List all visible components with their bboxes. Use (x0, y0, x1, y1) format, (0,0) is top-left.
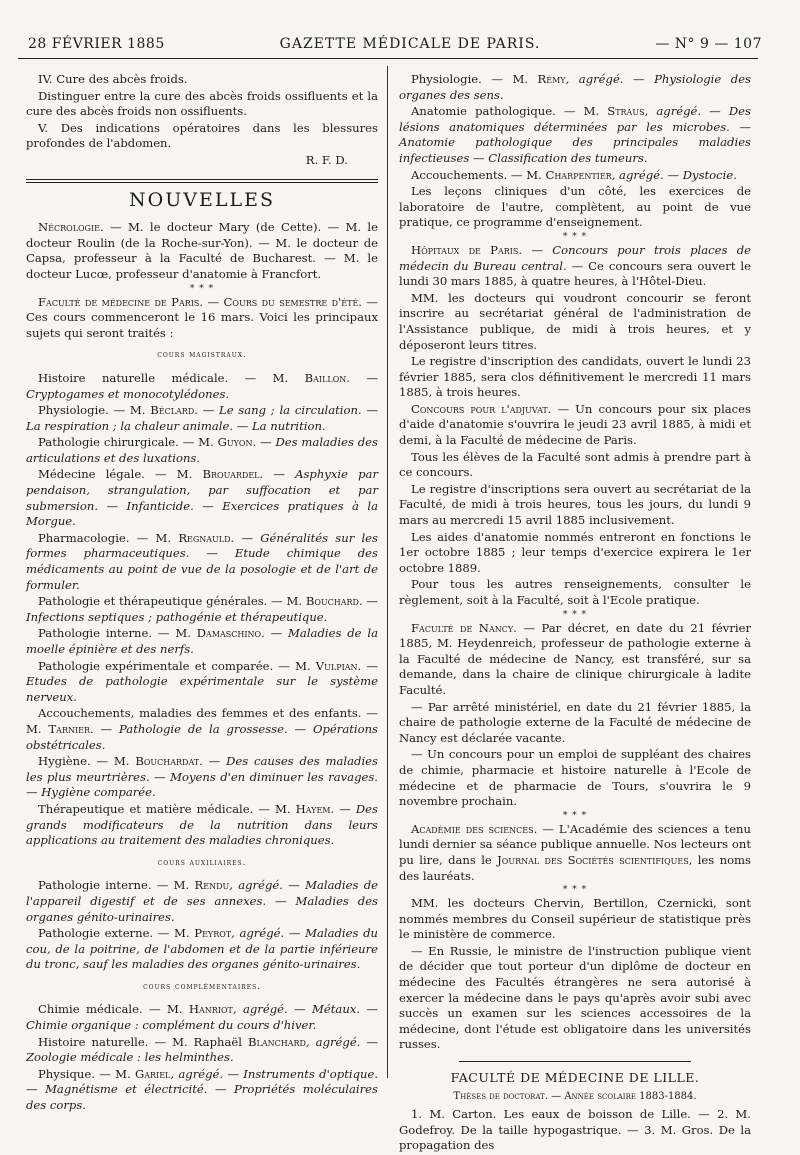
course-subject: Pathologie interne. — M. (38, 878, 195, 893)
course-subject: Histoire naturelle médicale. — M. (38, 370, 305, 385)
header-date: 28 FÉVRIER 1885 (28, 36, 165, 52)
course-topic: , agrégé. — Métaux. — Chimie organique : complément du cours d'hiver. (26, 1002, 378, 1033)
signature: R. F. D. (305, 152, 348, 167)
course-professor: Peyrot (194, 926, 232, 941)
hopitaux-title: — Concours pour trois places de médecin du Bureau central. (399, 242, 751, 273)
faculte-label: Faculté de médecine de Paris. — Cours du semestre d'été. (38, 294, 362, 309)
adjuvat-text: — Un concours pour six places d'aide d'anatomie s'ouvrira le jeudi 23 avril 1885, à midi et demi, à la Faculté de médecine de Paris. (399, 401, 751, 448)
course-entry (26, 594, 378, 625)
course-professor: Straus (607, 104, 645, 119)
course-entry (26, 802, 378, 849)
intro-line: IV. Cure des abcès froids. (38, 72, 188, 86)
statistique-paragraph: MM. les docteurs Chervin, Bertillon, Czernicki, sont nommés membres du Conseil supérieur de statistique près le ministère de commerce. (399, 896, 751, 942)
course-subject: Pharmacologie. — M. (38, 530, 179, 545)
faculte-paragraph (26, 295, 378, 342)
course-entry (26, 926, 378, 973)
course-professor: Bouchard (305, 594, 359, 609)
course-topic: . — Des maladies des articulations et des luxations. (26, 435, 378, 465)
course-entry (399, 104, 751, 166)
course-subject: Accouchements. — M. (411, 167, 546, 182)
cours-magistraux-heading: cours magistraux. (157, 350, 247, 361)
course-entry (26, 1067, 378, 1114)
lille-text: 1. M. Carton. Les eaux de boisson de Lille. — 2. M. Godefroy. De la taille hypogastrique. — 3. M. Gros. De la propagation des (399, 1107, 751, 1153)
course-professor: Tarnier (48, 721, 90, 736)
lille-rule (459, 1061, 691, 1062)
lille-subtitle: Thèses de doctorat. — Année scolaire 1883-1884. (453, 1090, 697, 1102)
course-entry (26, 754, 378, 801)
adjuvat-para: Le registre d'inscriptions sera ouvert au secrétariat de la Faculté, de midi à trois heures, tous les jours, du lundi 9 mars au mercredi 15 avril 1885 inclusivement. (399, 481, 751, 528)
asterism: * * * (562, 231, 588, 242)
course-entry (26, 706, 378, 753)
nancy-para: — Par arrêté ministériel, en date du 21 février 1885, la chaire de pathologie externe de la Faculté de médecine de Nancy est déclarée vacante. (399, 699, 751, 745)
header-page-number: — N° 9 — 107 (655, 36, 762, 52)
course-professor: Blanchard (248, 1034, 306, 1049)
academie-text: — L'Académie des sciences a tenu lundi dernier sa séance publique annuelle. Nos lecteurs ont pu lire, dans le (399, 821, 751, 867)
course-entry (26, 659, 378, 706)
course-professor: Hayem (295, 801, 331, 816)
course-topic: , agrégé. — Maladies de l'appareil digestif et de ses annexes. — Maladies des organes génito-urinaires. (26, 878, 378, 924)
course-professor: Brouardel (202, 467, 260, 482)
academie-journal: Journal des Sociétés scientifiques (497, 852, 689, 867)
course-professor: Regnauld (178, 530, 231, 545)
adjuvat-label: Concours pour l'adjuvat. (411, 401, 552, 416)
course-entry (26, 878, 378, 925)
course-topic: . — Maladies de la moelle épinière et des nerfs. (26, 626, 378, 656)
asterism: * * * (562, 609, 588, 620)
asterism: * * * (562, 810, 588, 821)
course-professor: Hanriot (188, 1002, 233, 1017)
necrologie-label: Nécrologie. (38, 220, 104, 235)
course-topic: . — Etudes de pathologie expérimentale sur le système nerveux. (26, 658, 378, 704)
course-subject: Pathologie interne. — M. (38, 626, 197, 641)
course-topic: , agrégé. — Zoologie médicale : les helminthes. (26, 1034, 378, 1065)
header-journal-title: GAZETTE MÉDICALE DE PARIS. (279, 36, 541, 52)
academie-end: , les noms des lauréats. (399, 852, 751, 883)
course-professor: Rendu (194, 878, 230, 893)
course-subject: Accouchements, maladies des femmes et des enfants. — M. (26, 706, 378, 736)
course-professor: Rémy (537, 72, 566, 86)
course-topic: , agrégé. — Instruments d'optique. — Magnétisme et électricité. — Propriétés moléculaires des corps. (26, 1066, 378, 1113)
course-entry (26, 435, 378, 466)
course-subject: Physiologie. — M. (411, 72, 538, 86)
course-professor: Béclard (150, 403, 195, 418)
intro-line: V. Des indications opératoires dans les blessures profondes de l'abdomen. (26, 120, 378, 151)
cours-complementaires-heading: cours complémentaires. (143, 981, 261, 992)
nancy-text: — Par décret, en date du 21 février 1885, M. Heydenreich, professeur de pathologie externe à la Faculté de médecine de Nancy, est transféré, sur sa demande, dans la chaire de clinique chirurgicale à ladite Faculté. (399, 620, 752, 697)
academie-label: Académie des sciences. (411, 821, 538, 836)
course-professor: Guyon (217, 435, 253, 450)
hopitaux-text: — Ce concours sera ouvert le lundi 30 mars 1885, à quatre heures, à l'Hôtel-Dieu. (399, 258, 751, 289)
course-subject: Anatomie pathologique. — M. (411, 104, 608, 119)
adjuvat-paragraph (399, 402, 751, 449)
course-professor: Damaschino (196, 626, 262, 641)
course-entry (399, 168, 751, 184)
academie-paragraph (399, 822, 751, 884)
hopitaux-paragraph (399, 243, 751, 290)
hopitaux-label: Hôpitaux de Paris. (411, 242, 523, 257)
asterism: * * * (189, 283, 215, 294)
course-professor: Baillon (304, 370, 347, 385)
course-subject: Pathologie et thérapeutique générales. — M. (38, 594, 306, 609)
course-subject: Chimie médicale. — M. (38, 1002, 189, 1017)
asterism: * * * (562, 885, 588, 896)
hopitaux-para: Le registre d'inscription des candidats, ouvert le lundi 23 février 1885, sera clos définitivement le mercredi 11 mars 1885, à trois heures. (399, 354, 751, 400)
course-subject: Pathologie chirurgicale. — M. (38, 435, 218, 450)
lille-title: FACULTÉ DE MÉDECINE DE LILLE. (450, 1070, 700, 1086)
course-topic: . — Des grands modificateurs de la nutrition dans leurs applications au traitement des maladies chroniques. (26, 801, 378, 848)
course-professor: Bouchardat (135, 754, 200, 769)
column-divider (387, 66, 388, 1078)
necrologie-text: — M. le docteur Mary (de Cette). — M. le docteur Roulin (de la Roche-sur-Yon). — M. le docteur de Capsa, professeur à la Faculté de Bucharest. — M. le docteur Lucœ, professeur d'anatomie à Francfort. (26, 220, 378, 281)
cours-auxiliaires-heading: cours auxiliaires. (157, 857, 247, 868)
course-professor: Vulpian (315, 658, 358, 673)
course-topic: , agrégé. — Physiologie des organes des sens. (399, 72, 752, 102)
adjuvat-para: Tous les élèves de la Faculté sont admis à prendre part à ce concours. (399, 449, 751, 480)
course-topic: . — Asphyxie par pendaison, strangulation, par suffocation et par submersion. — Infanticide. — Exercices pratiques à la Morgue. (26, 467, 378, 529)
cours-magistraux-list (26, 371, 378, 849)
paris-closing: Les leçons cliniques d'un côté, les exercices de laboratoire de l'autre, complètent, au point de vue pratique, ce programme d'enseignement. (399, 184, 751, 230)
cours-auxiliaires-list (26, 878, 378, 973)
course-topic: , agrégé. — Maladies du cou, de la poitrine, de l'abdomen et de la partie inférieure du tronc, sauf les maladies des organes génito-urinaires. (26, 926, 378, 972)
nancy-para: — Un concours pour un emploi de suppléant des chaires de chimie, pharmacie et histoire naturelle à l'Ecole de médecine et de pharmacie de Tours, s'ouvrira le 9 novembre prochain. (399, 747, 751, 809)
section-rule (26, 179, 378, 183)
course-entry (26, 371, 378, 402)
nancy-label: Faculté de Nancy. (411, 620, 517, 635)
necrologie-paragraph (26, 220, 378, 282)
course-entry (399, 72, 751, 103)
course-professor: Charpentier (545, 167, 612, 182)
page-header (28, 36, 762, 56)
header-rule (18, 58, 758, 59)
course-subject: Médecine légale. — M. (38, 467, 203, 482)
course-entry (26, 626, 378, 657)
intro-line: Distinguer entre la cure des abcès froids ossifluents et la cure des abcès froids non ossifluents. (26, 88, 378, 119)
course-subject: Thérapeutique et matière médicale. — M. (38, 801, 296, 816)
course-subject: Physique. — M. (38, 1066, 135, 1081)
nancy-paragraph (399, 621, 751, 699)
section-title: NOUVELLES (129, 188, 275, 211)
russie-paragraph: — En Russie, le ministre de l'instruction publique vient de décider que tout porteur d'un diplôme de docteur en médecine des Facultés étrangères ne sera autorisé à exercer la médecine dans le pays qu'après avoir subi avec succès un examen sur les sciences accessoires de la médecine, dont l'étude est obligatoire dans les universités russes. (399, 943, 751, 1052)
course-topic: , agrégé. — Dystocie. (611, 167, 737, 182)
course-entry (26, 467, 378, 529)
cours-complementaires-list (26, 1002, 378, 1113)
course-subject: Physiologie. — M. (38, 403, 151, 418)
adjuvat-para: Les aides d'anatomie nommés entreront en fonctions le 1er octobre 1885 ; leur temps d'exercice expirera le 1er octobre 1889. (399, 529, 751, 575)
course-professor: Gariel (135, 1066, 171, 1081)
faculte-text: — Ces cours commenceront le 16 mars. Voici les principaux sujets qui seront traités : (26, 294, 379, 340)
course-subject: Pathologie expérimentale et comparée. — M. (38, 658, 316, 673)
left-column (26, 72, 378, 1115)
course-subject: Histoire naturelle. — M. Raphaël (38, 1034, 248, 1049)
course-topic: . — Le sang ; la circulation. — La respiration ; la chaleur animale. — La nutrition. (26, 403, 378, 433)
course-topic: . — Infections septiques ; pathogénie et thérapeutique. (26, 594, 378, 624)
right-column (399, 72, 751, 1155)
hopitaux-para: MM. les docteurs qui voudront concourir se feront inscrire au secrétariat général de l'administration de l'Assistance publique, de midi à trois heures, et y déposeront leurs titres. (399, 290, 751, 352)
adjuvat-para: Pour tous les autres renseignements, consulter le règlement, soit à la Faculté, soit à l'Ecole pratique. (399, 577, 751, 607)
course-entry (26, 531, 378, 593)
course-subject: Pathologie externe. — M. (38, 926, 195, 941)
course-entry (26, 1002, 378, 1033)
course-topic: . — Généralités sur les formes pharmaceutiques. — Etude chimique des médicaments au point de vue de la posologie et de l'art de formuler. (26, 530, 378, 592)
course-topic: , agrégé. — Des lésions anatomiques déterminées par les microbes. — Anatomie pathologique des principales maladies infectieuses — Classification des tumeurs. (399, 104, 751, 165)
course-entry (26, 403, 378, 434)
course-list-continued (399, 72, 751, 183)
course-subject: Hygiène. — M. (38, 754, 136, 769)
course-entry (26, 1035, 378, 1066)
course-topic: . — Pathologie de la grossesse. — Opérations obstétricales. (26, 721, 378, 752)
course-topic: . — Cryptogames et monocotylédones. (26, 370, 378, 401)
course-topic: . — Des causes des maladies les plus meurtrières. — Moyens d'en diminuer les ravages. — Hygiène comparée. (26, 754, 378, 800)
